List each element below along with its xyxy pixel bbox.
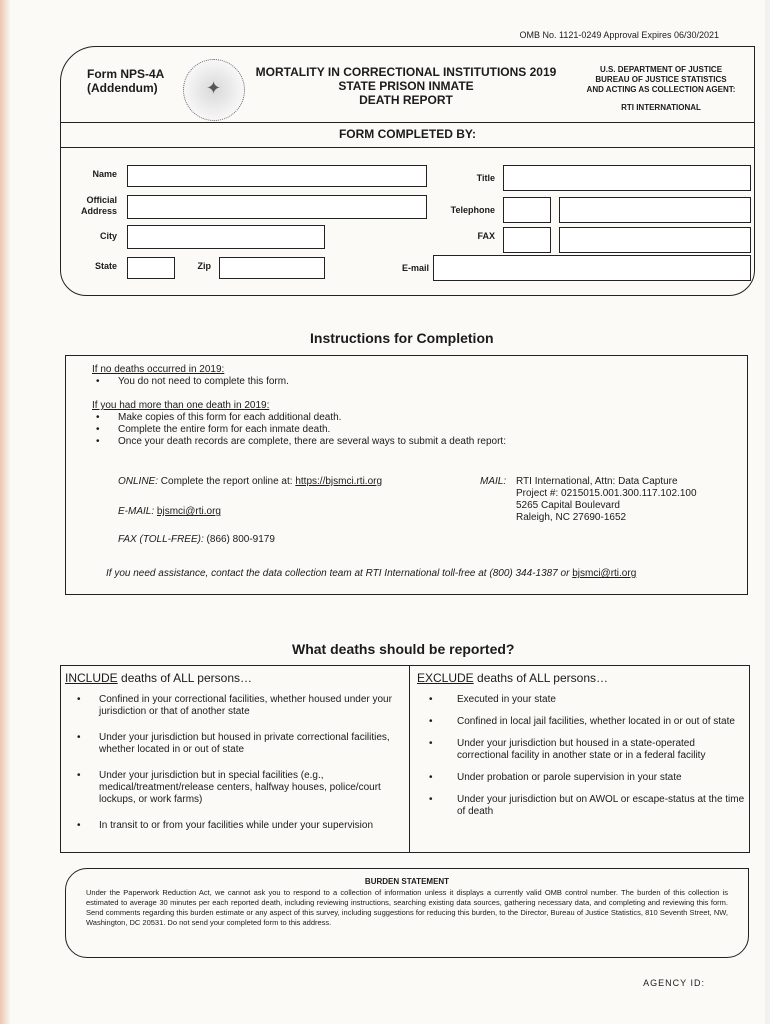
online-text: Complete the report online at: [160, 476, 293, 487]
state-field[interactable] [127, 257, 175, 279]
mail-option [480, 476, 697, 524]
agency-line3: AND ACTING AS COLLECTION AGENT: [586, 85, 736, 94]
survey-title-line2: STATE PRISON INMATE [338, 79, 474, 93]
telephone-number-field[interactable] [559, 197, 751, 223]
telephone-label: Telephone [450, 205, 495, 215]
doj-seal-icon [183, 59, 245, 121]
assistance-text: If you need assistance, contact the data collection team at RTI International toll-free at (800) 344-1387 or [106, 568, 570, 579]
deaths-criteria-box [60, 665, 750, 853]
include-heading [65, 672, 401, 684]
official-address-label-line2: Address [80, 206, 117, 216]
online-option [118, 476, 382, 487]
agency-id-label: AGENCY ID: [643, 978, 705, 988]
online-url-link[interactable]: https://bjsmci.rti.org [295, 476, 383, 487]
include-keyword: INCLUDE [65, 671, 118, 685]
mail-address [516, 476, 697, 524]
include-column [65, 672, 401, 846]
email-field[interactable] [433, 255, 751, 281]
assistance-note [106, 568, 636, 579]
list-item: • Executed in your state [425, 694, 745, 706]
list-item: • Complete the entire form for each inmate death. [92, 424, 506, 436]
no-deaths-list [92, 376, 506, 388]
what-deaths-title: What deaths should be reported? [292, 641, 515, 657]
include-heading-rest: deaths of ALL persons… [117, 671, 252, 685]
fax-option-label: FAX (TOLL-FREE): [118, 534, 204, 545]
email-option-label: E-MAIL: [118, 506, 155, 517]
zip-label: Zip [197, 261, 211, 271]
exclude-list [417, 694, 745, 818]
name-field[interactable] [127, 165, 427, 187]
instructions-title: Instructions for Completion [310, 330, 494, 346]
form-number: Form NPS-4A [87, 67, 165, 81]
form-addendum: (Addendum) [87, 81, 158, 95]
email-label: E-mail [401, 263, 429, 273]
instructions-box [65, 355, 748, 595]
official-address-label-line1: Official [86, 195, 117, 205]
official-address-field[interactable] [127, 195, 427, 219]
omb-approval: OMB No. 1121-0249 Approval Expires 06/30/2021 [519, 30, 719, 40]
mail-option-label: MAIL: [480, 476, 507, 487]
multiple-deaths-heading: If you had more than one death in 2019: [92, 400, 270, 411]
agency-line1: U.S. DEPARTMENT OF JUSTICE [599, 65, 723, 74]
email-option-link[interactable]: bjsmci@rti.org [156, 506, 221, 517]
fax-number-field[interactable] [559, 227, 751, 253]
header-top [61, 47, 754, 123]
multiple-deaths-list [92, 412, 506, 448]
fax-option-value: (866) 800-9179 [206, 534, 275, 545]
official-address-label [63, 195, 117, 217]
title-field[interactable] [503, 165, 751, 191]
city-label: City [99, 231, 117, 241]
fax-option [118, 534, 275, 545]
list-item: • In transit to or from your facilities while under your supervision [73, 820, 401, 832]
mail-line: 5265 Capital Boulevard [516, 500, 620, 511]
form-page [10, 0, 765, 1024]
exclude-keyword: EXCLUDE [417, 671, 474, 685]
mail-line: Project #: 0215015.001.300.117.102.100 [516, 488, 697, 499]
agency-block [566, 65, 756, 113]
instructions-body [92, 364, 506, 448]
divider [61, 147, 754, 148]
assistance-email-link[interactable]: bjsmci@rti.org [572, 568, 637, 579]
exclude-heading [417, 672, 745, 684]
list-item: • Confined in local jail facilities, whether located in or out of state [425, 716, 745, 728]
exclude-column [417, 672, 745, 828]
list-item: • Make copies of this form for each additional death. [92, 412, 506, 424]
column-divider [409, 666, 410, 852]
zip-field[interactable] [219, 257, 325, 279]
burden-statement-box [65, 868, 749, 958]
list-item: • Once your death records are complete, there are several ways to submit a death report: [92, 436, 506, 448]
no-deaths-heading: If no deaths occurred in 2019: [92, 364, 225, 375]
fax-label: FAX [477, 231, 495, 241]
paper-edge-shadow [0, 0, 10, 1024]
list-item: • You do not need to complete this form. [92, 376, 506, 388]
list-item: • Confined in your correctional facilities, whether housed under your jurisdiction or that of another state [73, 694, 401, 718]
state-label: State [94, 261, 117, 271]
list-item: • Under your jurisdiction but housed in private correctional facilities, whether located in or out of state [73, 732, 401, 756]
survey-title-line3: DEATH REPORT [359, 93, 453, 107]
mail-line: RTI International, Attn: Data Capture [516, 476, 678, 487]
fax-area-code-field[interactable] [503, 227, 551, 253]
list-item: • Under your jurisdiction but on AWOL or escape-status at the time of death [425, 794, 745, 818]
burden-title: BURDEN STATEMENT [364, 877, 450, 886]
telephone-area-code-field[interactable] [503, 197, 551, 223]
burden-text: Under the Paperwork Reduction Act, we cannot ask you to respond to a collection of information unless it displays a currently valid OMB control number. The burden of this collection is estimated to average 30 minutes per each reported death, including reviewing instructions, searching existing data sources, gathering necessary data, and completing and reviewing this form. Send comments regarding this burden estimate or any aspect of this survey, including suggestions for reducing this burden, to the Director, Bureau of Justice Statistics, 810 Seventh Street, NW, Washington, DC 20531. Do not send your completed form to this address. [86, 888, 728, 927]
mail-line: Raleigh, NC 27690-1652 [516, 512, 627, 523]
name-label: Name [92, 169, 117, 179]
form-id [87, 67, 164, 95]
city-field[interactable] [127, 225, 325, 249]
online-label: ONLINE: [118, 476, 159, 487]
list-item: • Under your jurisdiction but housed in a state-operated correctional facility in another state or in a federal facility [425, 738, 745, 762]
list-item: • Under probation or parole supervision in your state [425, 772, 745, 784]
spacer [92, 388, 506, 400]
header-section [60, 46, 755, 296]
list-item: • Under your jurisdiction but in special facilities (e.g., medical/treatment/release centers, halfway houses, police/court lockups, or work farms) [73, 770, 401, 806]
title-label: Title [476, 173, 495, 183]
include-list [65, 694, 401, 832]
survey-title-line1: MORTALITY IN CORRECTIONAL INSTITUTIONS 2019 [255, 65, 557, 79]
form-completed-by-heading: FORM COMPLETED BY: [338, 127, 477, 141]
exclude-heading-rest: deaths of ALL persons… [473, 671, 608, 685]
agency-line2: BUREAU OF JUSTICE STATISTICS [595, 75, 727, 84]
email-option [118, 506, 221, 517]
survey-title [251, 65, 561, 107]
agency-line4: RTI INTERNATIONAL [621, 103, 701, 112]
